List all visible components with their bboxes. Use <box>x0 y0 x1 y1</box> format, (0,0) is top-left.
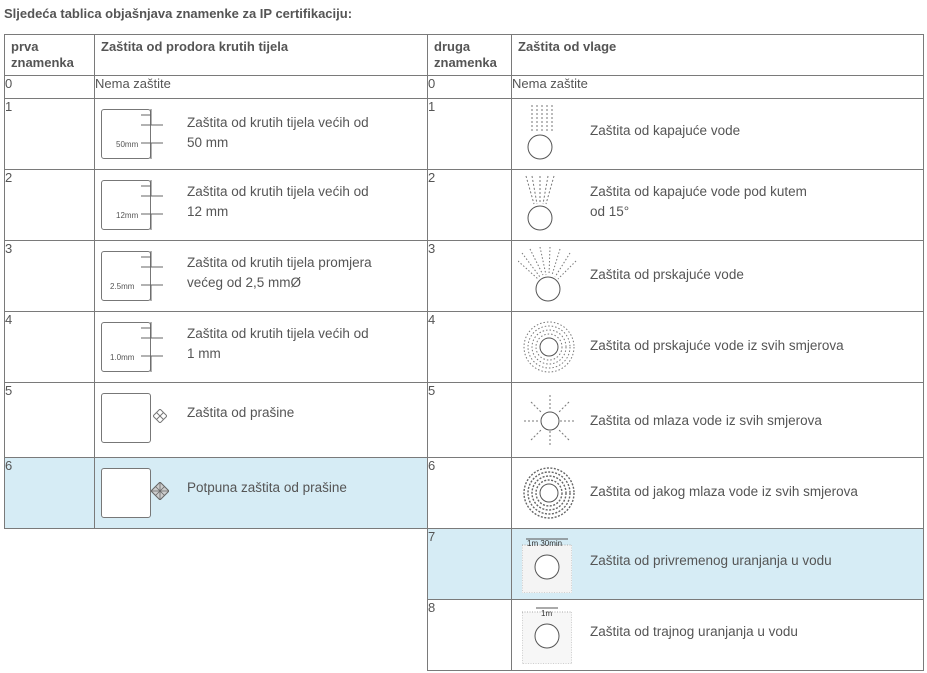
page-title: Sljedeća tablica objašnjava znamenke za IP certifikaciju: <box>4 6 353 21</box>
enclosure-icon <box>101 468 151 518</box>
solid-cell <box>95 312 427 382</box>
table-row <box>5 170 924 241</box>
table-row <box>5 76 924 99</box>
solid-digit: 0 <box>5 76 95 99</box>
solid-digit: 1 <box>5 99 95 170</box>
size-label: 1.0mm <box>110 353 135 362</box>
moisture-cell <box>512 383 923 457</box>
moisture-text: Zaštita od jakog mlaza vode iz svih smjerova <box>590 484 858 499</box>
angled-drip-icon <box>520 174 560 234</box>
opening-gauge-icon <box>139 322 165 372</box>
moisture-text: Zaštita od prskajuće vode <box>590 267 744 282</box>
opening-gauge-icon <box>139 180 165 230</box>
moisture-digit: 2 <box>428 170 512 241</box>
size-label: 2.5mm <box>110 282 135 291</box>
water-jet-icon <box>524 395 576 447</box>
moisture-digit: 8 <box>428 600 512 671</box>
moisture-cell <box>512 99 923 169</box>
header-moisture: Zaštita od vlage <box>512 35 924 76</box>
depth-label: 1m <box>541 609 553 618</box>
solid-text: Zaštita od krutih tijela većih od 50 mm <box>187 115 369 150</box>
empty-cell <box>5 529 428 671</box>
table-row <box>5 458 924 529</box>
moisture-digit: 1 <box>428 99 512 170</box>
moisture-digit: 7 <box>428 529 512 600</box>
moisture-text: Zaštita od trajnog uranjanja u vodu <box>590 624 798 639</box>
moisture-cell <box>512 312 923 382</box>
moisture-digit: 3 <box>428 241 512 312</box>
moisture-digit: 4 <box>428 312 512 383</box>
solid-digit: 6 <box>5 458 95 529</box>
moisture-text: Zaštita od privremenog uranjanja u vodu <box>590 553 832 568</box>
moisture-cell <box>512 170 923 240</box>
solid-cell <box>95 383 427 457</box>
moisture-text: Zaštita od kapajuće vode pod kutem od 15° <box>590 184 807 219</box>
moisture-text: Nema zaštite <box>512 76 924 99</box>
size-label: 50mm <box>116 140 139 149</box>
moisture-cell <box>512 529 923 599</box>
all-directions-spray-icon <box>522 320 576 374</box>
moisture-digit: 5 <box>428 383 512 458</box>
solid-digit: 2 <box>5 170 95 241</box>
size-label: 12mm <box>116 211 139 220</box>
table-row <box>5 241 924 312</box>
moisture-cell <box>512 600 923 670</box>
moisture-text: Zaštita od mlaza vode iz svih smjerova <box>590 413 822 428</box>
moisture-digit: 6 <box>428 458 512 529</box>
table-row <box>5 99 924 170</box>
table-row <box>5 312 924 383</box>
solid-digit: 4 <box>5 312 95 383</box>
header-solids: Zaštita od prodora krutih tijela <box>95 35 428 76</box>
spraying-water-icon <box>518 247 578 303</box>
ip-table <box>4 34 924 671</box>
opening-gauge-icon <box>139 109 165 159</box>
solid-cell <box>95 99 427 169</box>
solid-text: Zaštita od krutih tijela većih od 12 mm <box>187 184 369 219</box>
solid-text: Potpuna zaštita od prašine <box>187 480 347 495</box>
moisture-digit: 0 <box>428 76 512 99</box>
header-row <box>5 35 924 76</box>
dust-icon <box>153 409 167 423</box>
opening-gauge-icon <box>139 251 165 301</box>
solid-text: Nema zaštite <box>95 76 428 99</box>
table-row <box>5 529 924 600</box>
header-first-digit: prva znamenka <box>5 35 95 76</box>
solid-text: Zaštita od krutih tijela promjera većeg od 2,5 mmØ <box>187 255 372 290</box>
moisture-text: Zaštita od kapajuće vode <box>590 123 741 138</box>
dripping-water-icon <box>522 103 558 163</box>
solid-digit: 5 <box>5 383 95 458</box>
solid-cell <box>95 241 427 311</box>
solid-text: Zaštita od krutih tijela većih od 1 mm <box>187 326 369 361</box>
moisture-cell <box>512 241 923 311</box>
solid-cell <box>95 170 427 240</box>
solid-text: Zaštita od prašine <box>187 405 295 420</box>
powerful-jet-icon <box>522 466 576 520</box>
moisture-text: Zaštita od prskajuće vode iz svih smjerova <box>590 338 844 353</box>
solid-cell <box>95 458 427 528</box>
table-row <box>5 383 924 458</box>
header-second-digit: druga znamenka <box>428 35 512 76</box>
enclosure-icon <box>101 393 151 443</box>
moisture-cell <box>512 458 923 528</box>
dust-tight-icon <box>151 482 169 500</box>
depth-label: 1m 30min <box>527 539 563 548</box>
solid-digit: 3 <box>5 241 95 312</box>
